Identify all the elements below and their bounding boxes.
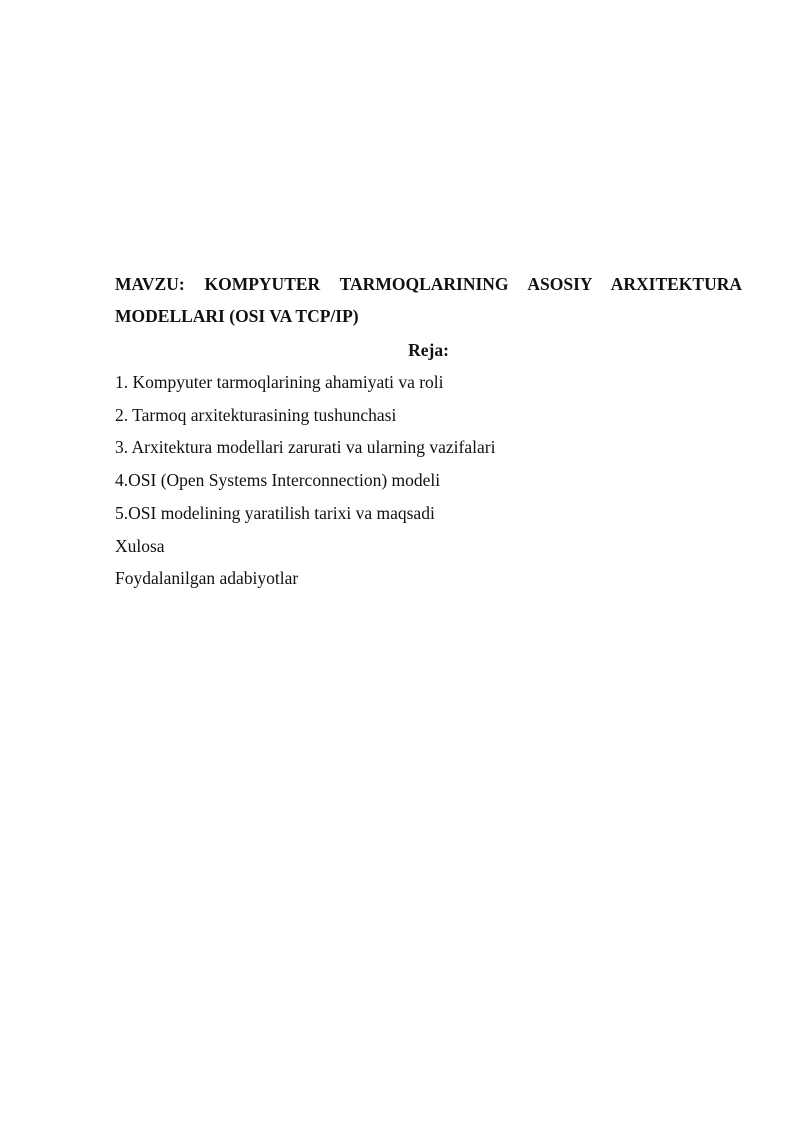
plan-item-3: 3. Arxitektura modellari zarurati va ularning vazifalari: [115, 437, 496, 458]
plan-item-5: 5.OSI modelining yaratilish tarixi va maqsadi: [115, 502, 435, 523]
document-body: [115, 268, 742, 595]
document-title: [115, 268, 742, 332]
plan-item-4: 4.OSI (Open Systems Interconnection) modeli: [115, 470, 441, 491]
plan-item-conclusion: Xulosa: [115, 535, 165, 556]
plan-item-2: 2. Tarmoq arxitekturasining tushunchasi: [115, 404, 397, 425]
plan-item-1: 1. Kompyuter tarmoqlarining ahamiyati va roli: [115, 372, 444, 392]
plan-list: [115, 366, 742, 595]
title-line-1: MAVZU: KOMPYUTER TARMOQLARINING ASOSIY ARXITEKTURA: [115, 274, 742, 294]
title-line-2: MODELLARI (OSI VA TCP/IP): [115, 306, 359, 326]
plan-item-references: Foydalanilgan adabiyotlar: [115, 568, 299, 589]
plan-heading: Reja:: [408, 340, 449, 360]
